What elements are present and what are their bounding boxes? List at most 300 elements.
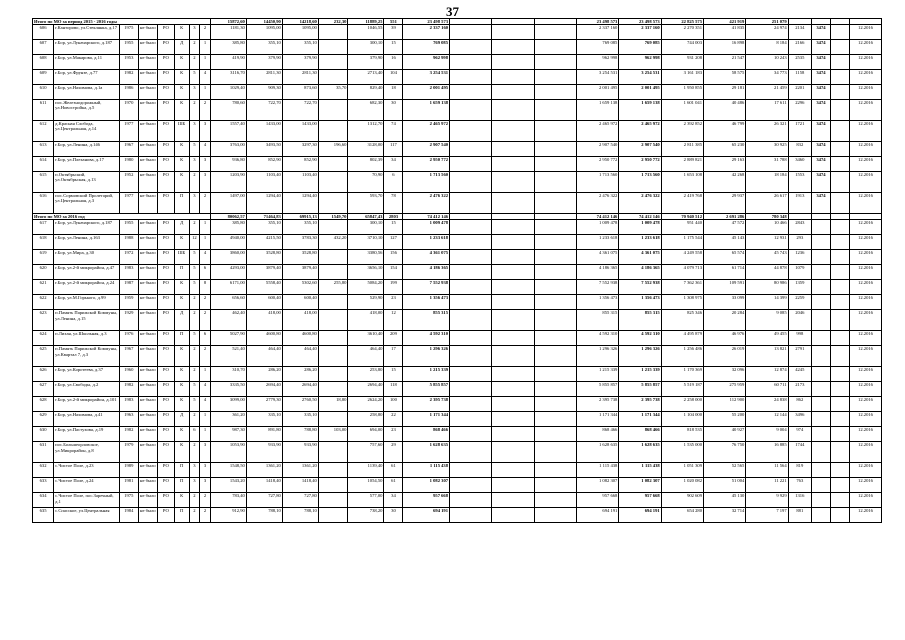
address-cell: п.Память Парижской Коммуны, ул.Квартал 7, д.3	[54, 346, 120, 367]
material-cell: П	[174, 463, 189, 478]
type-cell: РО	[157, 412, 174, 427]
empty-cell	[492, 427, 534, 442]
cost-cell: 4 186 365	[403, 265, 450, 280]
subtotal-c5: 251 079	[746, 19, 788, 25]
cost-part-cell: 1 950 855	[661, 85, 703, 100]
limit-cost-cell	[811, 493, 830, 508]
cost-part-cell: 1 256 486	[661, 346, 703, 367]
date-cell: 12.2016	[850, 427, 882, 442]
area-living-cell: 909,30	[246, 85, 282, 100]
table-row	[33, 100, 882, 121]
area-living-cell: 379,90	[246, 55, 282, 70]
area-living-cell: 3879,40	[246, 265, 282, 280]
area-residential-cell: 2811,30	[282, 70, 318, 85]
type-cell: РО	[157, 55, 174, 70]
subtotal-area-residential: 14218,60	[282, 19, 318, 25]
empty-cell	[534, 193, 576, 214]
table-row	[33, 40, 882, 55]
empty-cell	[534, 25, 576, 40]
address-cell: п.Память Парижской Коммуны, ул.Ленина, д.15	[54, 310, 120, 331]
empty-cell	[450, 367, 492, 382]
residents-cell: 74	[384, 121, 403, 142]
limit-cost-cell	[811, 367, 830, 382]
status-cell: не было	[138, 100, 157, 121]
empty-cell	[830, 478, 849, 493]
empty-cell	[450, 508, 492, 523]
cost-share-cell: 42 268	[704, 172, 746, 193]
type-cell: РО	[157, 265, 174, 280]
area-living-cell: 4600,80	[246, 331, 282, 346]
cost-share-cell: 32 096	[704, 367, 746, 382]
row-number: 622	[33, 295, 54, 310]
limit-cost-cell	[811, 478, 830, 493]
area-common-cell: 300,10	[348, 220, 384, 235]
address-cell: г.Канторово, ул.Стеклянка, д.17	[54, 25, 120, 40]
limit-cost-cell	[811, 427, 830, 442]
empty-cell	[830, 121, 849, 142]
empty-cell	[492, 121, 534, 142]
cost-total-cell: 3 254 531	[577, 70, 619, 85]
area-total-cell: 656,60	[210, 295, 246, 310]
cost-owner-cell: 11 564	[746, 463, 788, 478]
cost-cell: 4 361 075	[403, 250, 450, 265]
address-cell: г.Бор, ул.2-й микрорайон, д.101	[54, 397, 120, 412]
floors-cell: 2	[189, 412, 200, 427]
limit-cost-cell: 3474	[811, 121, 830, 142]
entrances-cell: 2	[200, 193, 211, 214]
cost-share-cell: 40 486	[704, 100, 746, 121]
cost-share-cell: 20 284	[704, 310, 746, 331]
cost-share-cell: 76 750	[704, 442, 746, 463]
empty-cell	[492, 310, 534, 331]
year-cell: 1975	[119, 493, 138, 508]
year-cell: 1929	[119, 310, 138, 331]
residents-cell: 23	[384, 427, 403, 442]
entrances-cell: 1	[200, 220, 211, 235]
material-cell: К	[174, 382, 189, 397]
area-living-cell: 355,10	[246, 220, 282, 235]
type-cell: РО	[157, 280, 174, 295]
empty-cell	[492, 172, 534, 193]
unit-cost-cell: 819	[788, 463, 811, 478]
date-cell: 12.2016	[850, 235, 882, 250]
table-row	[33, 70, 882, 85]
cost-owner-cell: 24 974	[746, 25, 788, 40]
empty-cell	[450, 220, 492, 235]
empty-cell	[450, 235, 492, 250]
area-residential-cell: 852,90	[282, 157, 318, 172]
floors-cell: 2	[189, 346, 200, 367]
area-common-cell: 258,80	[348, 412, 384, 427]
unit-cost-cell: 1236	[788, 250, 811, 265]
type-cell: РО	[157, 142, 174, 157]
type-cell: РО	[157, 478, 174, 493]
residents-cell: 29	[384, 442, 403, 463]
cost-share-cell: 26 019	[704, 346, 746, 367]
area-nonresidential-cell	[318, 463, 348, 478]
address-cell: г.Бор, ул.Нахимова, д.1а	[54, 85, 120, 100]
empty-cell	[450, 70, 492, 85]
cost-owner-cell: 45 743	[746, 250, 788, 265]
unit-cost-cell: 832	[788, 142, 811, 157]
empty-cell	[534, 100, 576, 121]
table-row	[33, 397, 882, 412]
address-cell: г.Бор, ул.Пастухова, д.19	[54, 427, 120, 442]
area-total-cell: 3116,70	[210, 70, 246, 85]
limit-cost-cell: 3474	[811, 142, 830, 157]
date-cell: 12.2016	[850, 367, 882, 382]
entrances-cell: 2	[200, 295, 211, 310]
cost-cell: 694 191	[403, 508, 450, 523]
cost-cell: 3 254 531	[403, 70, 450, 85]
area-common-cell: 253,80	[348, 367, 384, 382]
status-cell: не было	[138, 427, 157, 442]
floors-cell: 2	[189, 367, 200, 382]
empty-cell	[492, 478, 534, 493]
area-common-cell: 5084,20	[348, 280, 384, 295]
material-cell: Д	[174, 310, 189, 331]
area-nonresidential-cell	[318, 346, 348, 367]
type-cell: РО	[157, 427, 174, 442]
year-cell: 1984	[119, 508, 138, 523]
material-cell: К	[174, 397, 189, 412]
empty-cell	[830, 85, 849, 100]
cost-cell: 5 855 857	[403, 382, 450, 397]
area-living-cell: 1433,00	[246, 121, 282, 142]
area-living-cell: 2779,30	[246, 397, 282, 412]
floors-cell: 2	[189, 220, 200, 235]
empty-cell	[534, 508, 576, 523]
floors-cell: 3	[189, 25, 200, 40]
material-cell: П	[174, 265, 189, 280]
type-cell: РО	[157, 40, 174, 55]
cost-owner-cell: 26 321	[746, 121, 788, 142]
cost-owner-cell: 34 773	[746, 70, 788, 85]
cost-total-cell: 694 191	[577, 508, 619, 523]
subtotal-c3: 70 940 512	[661, 214, 703, 220]
area-nonresidential-cell	[318, 40, 348, 55]
area-living-cell: 355,10	[246, 40, 282, 55]
cost-part-cell: 4 249 558	[661, 250, 703, 265]
area-residential-cell: 2694,40	[282, 382, 318, 397]
subtotal-c1: 74 412 146	[577, 214, 619, 220]
status-cell: не было	[138, 295, 157, 310]
status-cell: не было	[138, 220, 157, 235]
address-cell: п.Лихая, ул.Школьная, д.3	[54, 331, 120, 346]
type-cell: РО	[157, 331, 174, 346]
cost-cell: 1 659 138	[403, 100, 450, 121]
cost-total-cell: 957 668	[577, 493, 619, 508]
address-cell: с.Спасское, ул.Центральная	[54, 508, 120, 523]
material-cell: К	[174, 55, 189, 70]
material-cell: К	[174, 235, 189, 250]
residents-cell: 39	[384, 25, 403, 40]
empty-cell	[830, 346, 849, 367]
empty-cell	[492, 346, 534, 367]
area-nonresidential-cell	[318, 493, 348, 508]
subtotal-c2: 23 498 573	[619, 19, 661, 25]
entrances-cell: 1	[200, 85, 211, 100]
unit-cost-cell: 2046	[788, 310, 811, 331]
unit-cost-cell: 862	[788, 397, 811, 412]
area-common-cell: 3128,00	[348, 142, 384, 157]
empty-cell	[450, 346, 492, 367]
cost-fund-cell: 1 215 339	[619, 367, 661, 382]
table-row	[33, 55, 882, 70]
floors-cell: 3	[189, 157, 200, 172]
cost-total-cell: 1 628 635	[577, 442, 619, 463]
empty-cell	[450, 331, 492, 346]
material-cell: К	[174, 493, 189, 508]
cost-fund-cell: 7 552 938	[619, 280, 661, 295]
cost-fund-cell: 694 191	[619, 508, 661, 523]
year-cell: 1953	[119, 55, 138, 70]
status-cell: не было	[138, 382, 157, 397]
material-cell: К	[174, 157, 189, 172]
address-cell: г.Бор, ул.2-й микрорайон, д.24	[54, 280, 120, 295]
table-row	[33, 157, 882, 172]
entrances-cell: 4	[200, 397, 211, 412]
residents-cell: 61	[384, 478, 403, 493]
empty-cell	[830, 442, 849, 463]
status-cell: не было	[138, 346, 157, 367]
date-cell: 12.2016	[850, 85, 882, 100]
row-number: 607	[33, 40, 54, 55]
cost-owner-cell: 44 878	[746, 265, 788, 280]
address-cell: г.Бор, ул.Плеханова, д.17	[54, 157, 120, 172]
residents-cell: 12	[384, 310, 403, 331]
cost-part-cell: 654 280	[661, 508, 703, 523]
row-number: 624	[33, 331, 54, 346]
cost-total-cell: 769 085	[577, 40, 619, 55]
status-cell: не было	[138, 412, 157, 427]
cost-cell: 1 115 438	[403, 463, 450, 478]
entrances-cell: 3	[200, 442, 211, 463]
cost-share-cell: 21 547	[704, 55, 746, 70]
empty-cell	[534, 310, 576, 331]
subtotal-area-living: 71464,83	[246, 214, 282, 220]
subtotal-area-residential: 69915,13	[282, 214, 318, 220]
table-row	[33, 331, 882, 346]
area-residential-cell: 4600,80	[282, 331, 318, 346]
table-row	[33, 493, 882, 508]
table-row	[33, 346, 882, 367]
unit-cost-cell: 2791	[788, 346, 811, 367]
status-cell: не было	[138, 478, 157, 493]
empty-cell	[492, 367, 534, 382]
table-row	[33, 478, 882, 493]
cost-share-cell: 29 163	[704, 157, 746, 172]
status-cell: не было	[138, 367, 157, 382]
material-cell: К	[174, 442, 189, 463]
entrances-cell: 1	[200, 55, 211, 70]
area-living-cell: 2694,40	[246, 382, 282, 397]
material-cell: К	[174, 70, 189, 85]
area-residential-cell: 1103,40	[282, 172, 318, 193]
empty-cell	[492, 193, 534, 214]
cost-part-cell: 2 811 385	[661, 142, 703, 157]
year-cell: 1972	[119, 250, 138, 265]
empty-cell	[830, 508, 849, 523]
address-cell: с.Чистое Поле, д.23	[54, 463, 120, 478]
subtotal-area-total: 15872,60	[210, 19, 246, 25]
table-row	[33, 412, 882, 427]
cost-total-cell: 1 115 438	[577, 463, 619, 478]
subtotal-c2: 74 412 146	[619, 214, 661, 220]
subtotal-area-nonresidential: 232,30	[318, 19, 348, 25]
area-total-cell: 1557,40	[210, 121, 246, 142]
year-cell: 1986	[119, 85, 138, 100]
cost-cell: 1 009 478	[403, 220, 450, 235]
cost-cell: 1 215 339	[403, 367, 450, 382]
floors-cell: 2	[189, 493, 200, 508]
limit-cost-cell: 3474	[811, 85, 830, 100]
year-cell: 1967	[119, 346, 138, 367]
cost-owner-cell: 12 874	[746, 367, 788, 382]
status-cell: не было	[138, 25, 157, 40]
subtotal-area-common: 65847,43	[348, 214, 384, 220]
cost-total-cell: 868 466	[577, 427, 619, 442]
cost-owner-cell: 30 925	[746, 142, 788, 157]
cost-share-cell: 46 799	[704, 121, 746, 142]
empty-cell	[450, 463, 492, 478]
year-cell: 1955	[119, 40, 138, 55]
cost-cell: 1 171 344	[403, 412, 450, 427]
area-common-cell: 300,10	[348, 40, 384, 55]
floors-cell: 5	[189, 250, 200, 265]
empty-cell	[450, 280, 492, 295]
area-nonresidential-cell	[318, 193, 348, 214]
area-total-cell: 521,40	[210, 346, 246, 367]
empty-cell	[534, 280, 576, 295]
entrances-cell: 3	[200, 157, 211, 172]
cost-fund-cell: 1 082 307	[619, 478, 661, 493]
floors-cell: 5	[189, 70, 200, 85]
unit-cost-cell: 1744	[788, 442, 811, 463]
row-number: 627	[33, 382, 54, 397]
status-cell: не было	[138, 70, 157, 85]
area-nonresidential-cell	[318, 508, 348, 523]
empty-cell	[450, 397, 492, 412]
limit-cost-cell	[811, 346, 830, 367]
address-cell: г.Бор, ул.2-й микрорайон, д.47	[54, 265, 120, 280]
type-cell: РО	[157, 121, 174, 142]
cost-share-cell: 51 004	[704, 478, 746, 493]
status-cell: не было	[138, 85, 157, 100]
cost-share-cell: 112 900	[704, 397, 746, 412]
area-residential-cell: 3879,40	[282, 265, 318, 280]
empty-cell	[534, 220, 576, 235]
address-cell: пос.Железнодорожный, ул.Новостройка, д.5	[54, 100, 120, 121]
empty-cell	[450, 142, 492, 157]
material-cell: ШБ	[174, 250, 189, 265]
unit-cost-cell: 2166	[788, 40, 811, 55]
cost-total-cell: 2 476 322	[577, 193, 619, 214]
date-cell: 12.2016	[850, 442, 882, 463]
cost-part-cell: 1 601 041	[661, 100, 703, 121]
empty-cell	[534, 250, 576, 265]
empty-cell	[830, 220, 849, 235]
residents-cell: 15	[384, 40, 403, 55]
area-nonresidential-cell	[318, 70, 348, 85]
cost-owner-cell: 26 617	[746, 193, 788, 214]
material-cell: К	[174, 25, 189, 40]
residents-cell: 15	[384, 220, 403, 235]
row-number: 635	[33, 508, 54, 523]
cost-fund-cell: 868 466	[619, 427, 661, 442]
empty-cell	[534, 142, 576, 157]
area-total-cell: 5027,90	[210, 331, 246, 346]
floors-cell: 3	[189, 463, 200, 478]
year-cell: 1976	[119, 331, 138, 346]
floors-cell: 3	[189, 121, 200, 142]
area-total-cell: 1548,50	[210, 463, 246, 478]
unit-cost-cell: 4245	[788, 367, 811, 382]
cost-fund-cell: 1 115 438	[619, 463, 661, 478]
empty-cell	[450, 478, 492, 493]
address-cell: г.Бор, ул.Нахимова, д.41	[54, 412, 120, 427]
area-common-cell: 1312,70	[348, 121, 384, 142]
floors-cell: 5	[189, 142, 200, 157]
area-total-cell: 385,80	[210, 220, 246, 235]
residents-cell: 22	[384, 412, 403, 427]
area-total-cell: 4940,00	[210, 235, 246, 250]
type-cell: РО	[157, 250, 174, 265]
address-cell: г.Бор, ул.Коротеева, д.37	[54, 367, 120, 382]
cost-share-cell: 45 143	[704, 235, 746, 250]
date-cell: 12.2016	[850, 193, 882, 214]
cost-share-cell: 58 575	[704, 70, 746, 85]
area-residential-cell: 355,10	[282, 220, 318, 235]
cost-part-cell: 4 495 879	[661, 331, 703, 346]
area-living-cell: 1361,20	[246, 463, 282, 478]
empty-cell	[830, 70, 849, 85]
limit-cost-cell: 3474	[811, 40, 830, 55]
cost-fund-cell: 2 950 772	[619, 157, 661, 172]
empty-cell	[830, 427, 849, 442]
area-residential-cell: 355,10	[282, 40, 318, 55]
empty-cell	[492, 220, 534, 235]
floors-cell: 2	[189, 100, 200, 121]
cost-fund-cell: 855 315	[619, 310, 661, 331]
empty-cell	[450, 265, 492, 280]
limit-cost-cell	[811, 295, 830, 310]
floors-cell: 2	[189, 55, 200, 70]
cost-fund-cell: 2 395 738	[619, 397, 661, 412]
date-cell: 12.2016	[850, 382, 882, 397]
cost-part-cell: 1 653 108	[661, 172, 703, 193]
area-common-cell: 682,30	[348, 100, 384, 121]
material-cell: Д	[174, 220, 189, 235]
empty-cell	[450, 121, 492, 142]
cost-cell: 962 998	[403, 55, 450, 70]
date-cell: 12.2016	[850, 493, 882, 508]
area-common-cell: 757,60	[348, 442, 384, 463]
area-living-cell: 3528,80	[246, 250, 282, 265]
area-living-cell: 891,80	[246, 427, 282, 442]
cost-part-cell: 1 170 369	[661, 367, 703, 382]
status-cell: не было	[138, 493, 157, 508]
unit-cost-cell: 998	[788, 331, 811, 346]
area-residential-cell: 933,90	[282, 442, 318, 463]
status-cell: не было	[138, 121, 157, 142]
cost-share-cell: 61 714	[704, 265, 746, 280]
empty-cell	[450, 250, 492, 265]
area-common-cell: 1139,40	[348, 463, 384, 478]
table-row	[33, 427, 882, 442]
area-nonresidential-cell	[318, 172, 348, 193]
address-cell: г.Бор, ул.Луначарского, д.187	[54, 40, 120, 55]
